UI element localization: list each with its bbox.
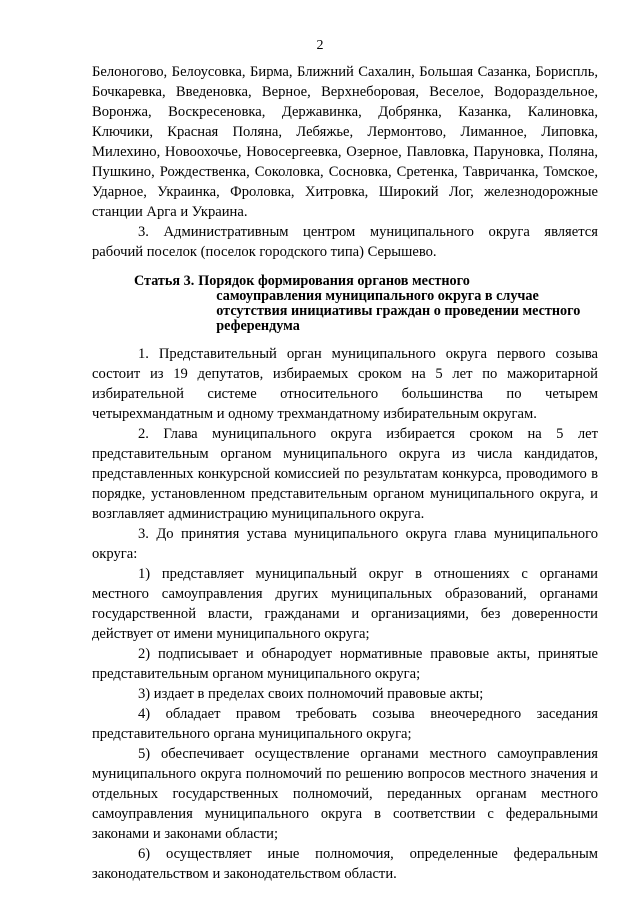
admin-center-paragraph: 3. Административным центром муниципального округа является рабочий поселок (поселок городского типа) Серышево. bbox=[92, 224, 598, 260]
article-title bbox=[194, 274, 598, 334]
subclause-6-paragraph: 6) осуществляет иные полномочия, определенные федеральным законодательством и законодательством области. bbox=[92, 846, 598, 882]
article-title-line-1: Порядок формирования органов местного bbox=[198, 273, 470, 289]
subclause-2-paragraph: 2) подписывает и обнародует нормативные правовые акты, принятые представительным органом муниципального округа; bbox=[92, 646, 598, 682]
subclause-4-paragraph: 4) обладает правом требовать созыва внеочередного заседания представительного органа муниципального округа; bbox=[92, 706, 598, 742]
page-number: 2 bbox=[316, 38, 324, 53]
article-number: Статья 3. bbox=[134, 273, 195, 289]
article-heading bbox=[92, 274, 598, 334]
clause-2-paragraph: 2. Глава муниципального округа избирается сроком на 5 лет представительным органом муниципального округа из числа кандидатов, представленных конкурсной комиссией по результатам конкурса, проводимого в порядке, установленном представительным органом муниципального округа, и возглавляет администрацию муниципального округа. bbox=[92, 426, 598, 522]
subclause-3-paragraph: 3) издает в пределах своих полномочий правовые акты; bbox=[138, 686, 484, 702]
village-list-paragraph: Белоногово, Белоусовка, Бирма, Ближний Сахалин, Большая Сазанка, Бориспль, Бочкаревка, Введеновка, Верное, Верхнеборовая, Веселое, Водораздельное, Воронжа, Воскресеновка, Державинка, Добрянка, Казанка, Калиновка, Ключики, Красная Поляна, Лебяжье, Лермонтово, Лиманное, Липовка, Милехино, Новоохочье, Новосергеевка, Озерное, Павловка, Паруновка, Поляна, Пушкино, Рождественка, Соколовка, Сосновка, Сретенка, Тавричанка, Томское, Ударное, Украинка, Фроловка, Хитровка, Широкий Лог, железнодорожные станции Арга и Украина. bbox=[92, 64, 598, 220]
clause-3-paragraph: 3. До принятия устава муниципального округа глава муниципального округа: bbox=[92, 526, 598, 562]
article-title-rest: самоуправления муниципального округа в случае отсутствия инициативы граждан о проведении местного референдума bbox=[216, 288, 581, 334]
document-body bbox=[92, 62, 598, 884]
subclause-5-paragraph: 5) обеспечивает осуществление органами местного самоуправления муниципального округа полномочий по решению вопросов местного значения и отдельных государственных полномочий, переданных органам местного самоуправления муниципального округа в соответствии с федеральными законами и законами области; bbox=[92, 746, 598, 842]
clause-1-paragraph: 1. Представительный орган муниципального округа первого созыва состоит из 19 депутатов, избираемых сроком на 5 лет по мажоритарной избирательной системе относительного большинства по четырем четырехмандатным и одному трехмандатному избирательным округам. bbox=[92, 346, 598, 422]
subclause-1-paragraph: 1) представляет муниципальный округ в отношениях с органами местного самоуправления других муниципальных образований, органами государственной власти, гражданами и организациями, без доверенности действует от имени муниципального округа; bbox=[92, 566, 598, 642]
